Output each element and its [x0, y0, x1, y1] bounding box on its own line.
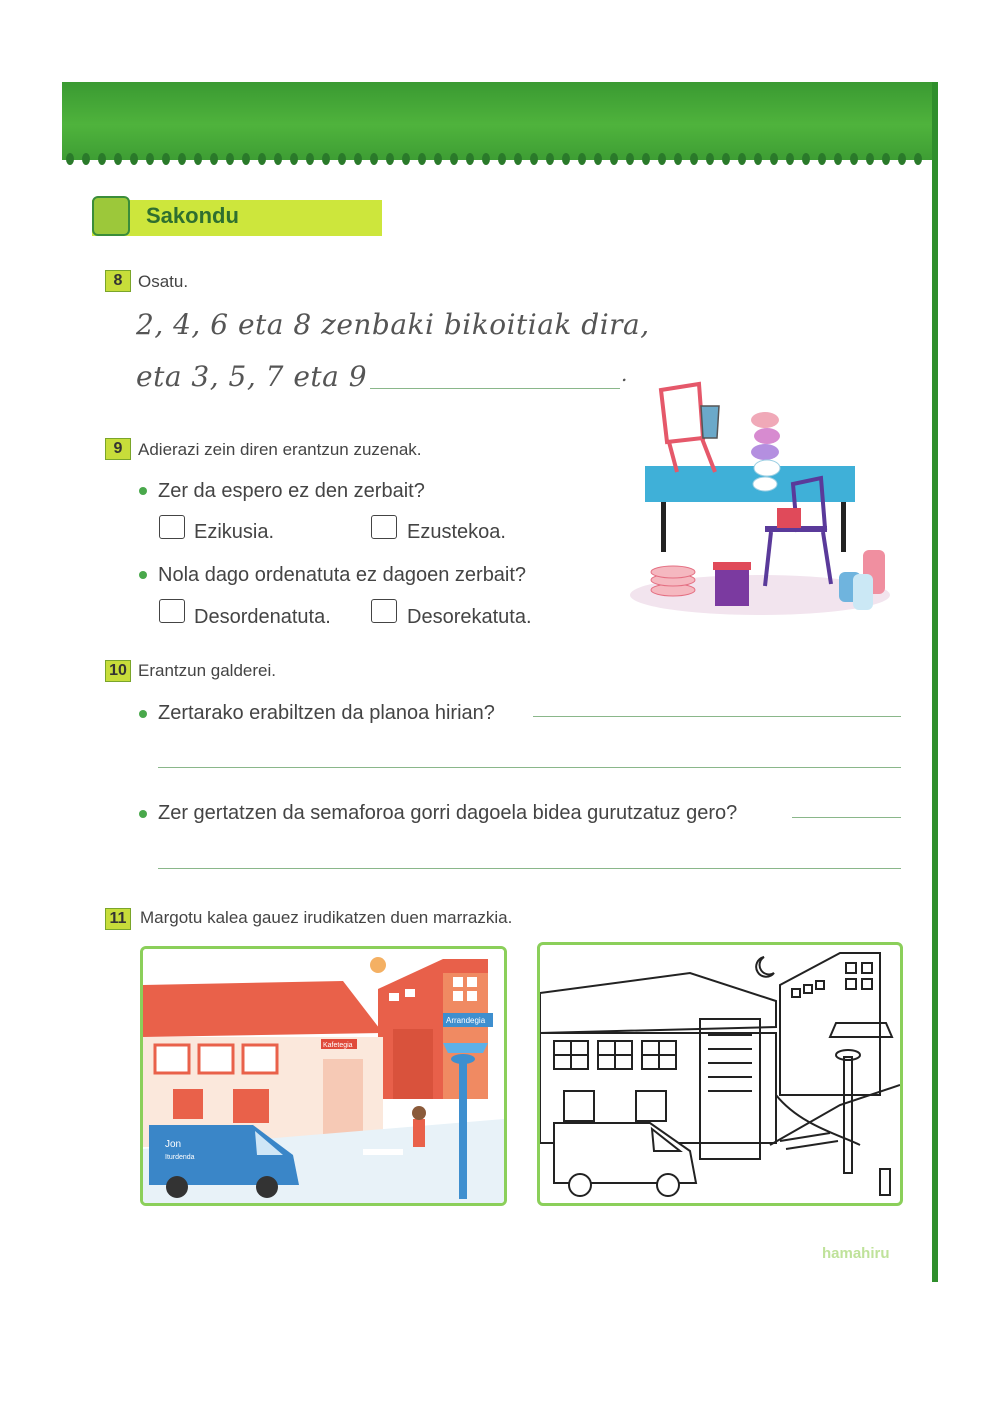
spiral-hole	[802, 153, 810, 165]
spiral-hole	[322, 153, 330, 165]
spiral-hole	[530, 153, 538, 165]
spiral-hole	[658, 153, 666, 165]
exercise-8-line-1: 2, 4, 6 eta 8 zenbaki bikoitiak dira,	[136, 308, 650, 341]
spiral-hole	[274, 153, 282, 165]
spiral-hole	[130, 153, 138, 165]
van-text-1: Jon	[165, 1139, 182, 1150]
spiral-hole	[834, 153, 842, 165]
exercise-10-question-2: Zer gertatzen da semaforoa gorri dagoela bidea gurutzatuz gero?	[158, 802, 738, 824]
spiral-hole	[242, 153, 250, 165]
header-band	[62, 82, 936, 160]
exercise-10-answer-1-line-2[interactable]	[158, 767, 901, 768]
spiral-hole	[82, 153, 90, 165]
spiral-hole	[290, 153, 298, 165]
spiral-hole	[738, 153, 746, 165]
exercise-9-question-2: Nola dago ordenatuta ez dagoen zerbait?	[158, 564, 527, 586]
exercise-11-instruction: Margotu kalea gauez irudikatzen duen marrazkia.	[140, 908, 513, 927]
page-edge-bar	[932, 82, 938, 1282]
spiral-hole	[578, 153, 586, 165]
exercise-9-number: 9	[105, 438, 131, 460]
spiral-hole	[370, 153, 378, 165]
checkbox-ezikusia[interactable]	[159, 515, 185, 539]
exercise-10-instruction: Erantzun galderei.	[138, 661, 276, 680]
spiral-hole	[818, 153, 826, 165]
spiral-hole	[866, 153, 874, 165]
spiral-hole	[402, 153, 410, 165]
street-night-illustration[interactable]	[537, 942, 903, 1206]
option-ezustekoa: Ezustekoa.	[407, 521, 506, 543]
street-night-drawing	[540, 945, 900, 1203]
spiral-hole	[434, 153, 442, 165]
bullet-icon	[139, 810, 147, 818]
exercise-9-question-1: Zer da espero ez den zerbait?	[158, 480, 425, 502]
spiral-hole	[850, 153, 858, 165]
exercise-10-question-1: Zertarako erabiltzen da planoa hirian?	[158, 702, 495, 724]
spiral-hole	[898, 153, 906, 165]
page-number-word: hamahiru	[822, 1245, 890, 1262]
spiral-hole	[706, 153, 714, 165]
bullet-icon	[139, 487, 147, 495]
spiral-hole	[498, 153, 506, 165]
van-text-2: Iturdenda	[165, 1154, 195, 1161]
street-day-drawing	[143, 949, 504, 1203]
exercise-11-number: 11	[105, 908, 131, 930]
spiral-hole	[610, 153, 618, 165]
spiral-hole	[562, 153, 570, 165]
spiral-hole	[162, 153, 170, 165]
spiral-hole	[626, 153, 634, 165]
exercise-8-answer-line[interactable]	[370, 388, 620, 389]
bullet-icon	[139, 571, 147, 579]
exercise-10-answer-2-line-2[interactable]	[158, 868, 901, 869]
exercise-10-answer-1-line-1[interactable]	[533, 716, 901, 717]
exercise-8-instruction: Osatu.	[138, 272, 189, 291]
spiral-hole	[194, 153, 202, 165]
spiral-hole	[114, 153, 122, 165]
spiral-hole	[642, 153, 650, 165]
checkbox-ezustekoa[interactable]	[371, 515, 397, 539]
exercise-8-number: 8	[105, 270, 131, 292]
option-ezikusia: Ezikusia.	[194, 521, 275, 543]
bullet-icon	[139, 710, 147, 718]
spiral-holes	[62, 150, 934, 168]
checkbox-desordenatuta[interactable]	[159, 599, 185, 623]
street-day-illustration[interactable]	[140, 946, 507, 1206]
spiral-hole	[66, 153, 74, 165]
spiral-hole	[914, 153, 922, 165]
spiral-hole	[466, 153, 474, 165]
messy-table-illustration	[625, 380, 915, 620]
option-desordenatuta: Desordenatuta.	[194, 606, 331, 628]
option-desorekatuta: Desorekatuta.	[407, 606, 532, 628]
spiral-hole	[354, 153, 362, 165]
spiral-hole	[178, 153, 186, 165]
section-title: Sakondu	[146, 203, 239, 228]
spiral-hole	[386, 153, 394, 165]
exercise-9-instruction: Adierazi zein diren erantzun zuzenak.	[138, 440, 422, 459]
spiral-hole	[722, 153, 730, 165]
spiral-hole	[98, 153, 106, 165]
section-icon	[92, 196, 130, 236]
spiral-hole	[338, 153, 346, 165]
spiral-hole	[210, 153, 218, 165]
exercise-8-period: .	[621, 362, 628, 386]
spiral-hole	[226, 153, 234, 165]
spiral-hole	[786, 153, 794, 165]
spiral-hole	[146, 153, 154, 165]
spiral-hole	[418, 153, 426, 165]
spiral-hole	[258, 153, 266, 165]
spiral-hole	[674, 153, 682, 165]
checkbox-desorekatuta[interactable]	[371, 599, 397, 623]
sign-shop-text: Arrandegia	[446, 1016, 486, 1025]
spiral-hole	[754, 153, 762, 165]
spiral-hole	[882, 153, 890, 165]
spiral-hole	[482, 153, 490, 165]
spiral-hole	[306, 153, 314, 165]
spiral-hole	[546, 153, 554, 165]
sign-cafe-text: Kafetegia	[323, 1042, 353, 1049]
exercise-8-line-2: eta 3, 5, 7 eta 9	[136, 360, 368, 393]
spiral-hole	[594, 153, 602, 165]
spiral-hole	[514, 153, 522, 165]
exercise-10-answer-2-line-1[interactable]	[792, 817, 901, 818]
spiral-hole	[690, 153, 698, 165]
spiral-hole	[450, 153, 458, 165]
spiral-hole	[770, 153, 778, 165]
exercise-10-number: 10	[105, 660, 131, 682]
